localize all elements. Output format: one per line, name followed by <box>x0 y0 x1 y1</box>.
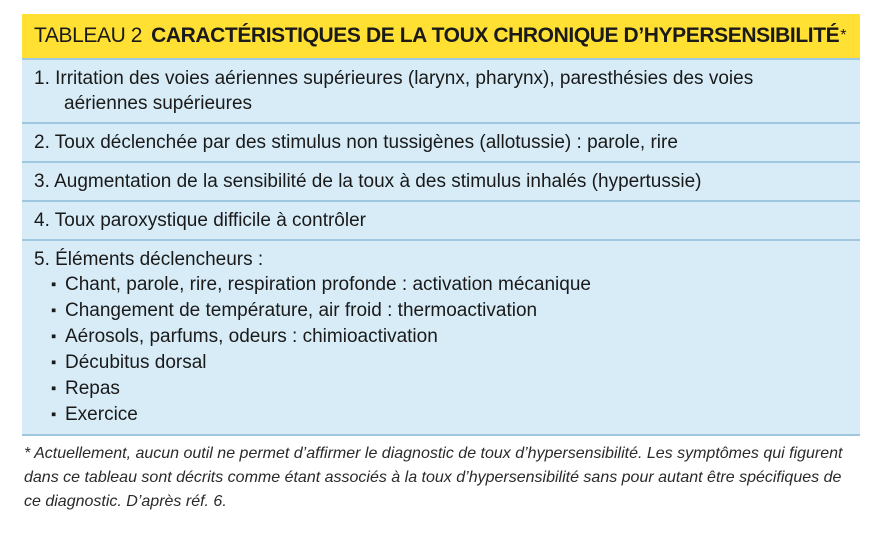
row-1-line-1: 1. Irritation des voies aériennes supérieures (larynx, pharynx), paresthésies des voies <box>34 68 754 89</box>
list-item: ▪ Chant, parole, rire, respiration profonde : activation mécanique <box>34 272 848 298</box>
table-title: CARACTÉRISTIQUES DE LA TOUX CHRONIQUE D’HYPERSENSIBILITÉ <box>151 24 840 47</box>
table-row-5 <box>22 239 860 434</box>
list-item: ▪ Aérosols, parfums, odeurs : chimioactivation <box>34 324 848 350</box>
trigger-list <box>34 272 848 428</box>
row-1-line-2: aériennes supérieures <box>64 93 253 114</box>
table-title-bar <box>22 14 860 58</box>
table-row-4 <box>22 200 860 239</box>
row-2-text: 2. Toux déclenchée par des stimulus non tussigènes (allotussie) : parole, rire <box>34 132 678 153</box>
list-item: ▪ Repas <box>34 376 848 402</box>
list-item: ▪ Exercice <box>34 402 848 428</box>
table-row-3 <box>22 161 860 200</box>
list-item: ▪ Décubitus dorsal <box>34 350 848 376</box>
row-5-text: 5. Éléments déclencheurs : <box>34 249 264 270</box>
table-row-2 <box>22 122 860 161</box>
table-row-1 <box>22 58 860 122</box>
list-item: ▪ Changement de température, air froid : thermoactivation <box>34 298 848 324</box>
footnote-marker: * <box>840 27 847 44</box>
table-label: TABLEAU 2 <box>34 24 143 47</box>
row-3-text: 3. Augmentation de la sensibilité de la toux à des stimulus inhalés (hypertussie) <box>34 171 702 192</box>
row-4-text: 4. Toux paroxystique difficile à contrôler <box>34 210 366 231</box>
table-2 <box>22 14 860 514</box>
table-footnote: * Actuellement, aucun outil ne permet d’affirmer le diagnostic de toux d’hypersensibilité. Les symptômes qui figurent dans ce tableau sont décrits comme étant associés à la toux d’hypersensibilité sans pour autant être spécifiques de ce diagnostic. D’après réf. 6. <box>24 445 843 510</box>
